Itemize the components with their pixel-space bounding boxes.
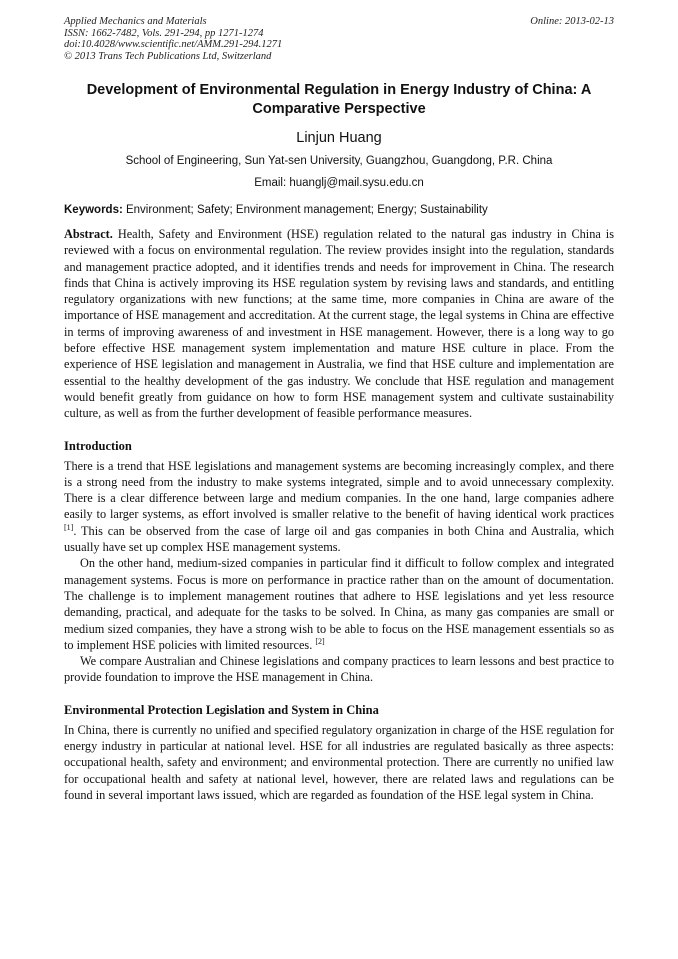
abstract-text: Health, Safety and Environment (HSE) regulation related to the natural gas industry in China is reviewed with a focus on environmental regulation. The review provides insight into the regulation, standards and management practice adopted, and it identifies trends and needs for improvement in China. The research finds that China is actively improving its HSE regulation system by revising laws and standards, and entitling regulatory organizations with new functions; at the same time, more companies in China are aware of the importance of HSE management and accreditation. At the current stage, the legal systems in China are effective in terms of improving awareness of and investment in HSE management. However, there is a long way to go before effective HSE management system implementation and mature HSE culture in place. From the experience of HSE legislation and management in Australia, we find that HSE culture and implementation are essential to the healthy development of the gas industry. We conclude that HSE regulation and management would benefit greatly from guidance on how to form HSE management system and cultivate sustainability culture, as well as from the further development of feasible performance measures.	[64, 227, 614, 421]
intro-p2-text: On the other hand, medium-sized companies in particular find it difficult to follow complex and integrated management systems. Focus is more on performance in practice rather than on the amount of documentation. The challenge is to implement management routines that adhere to HSE legislations and yet less resource demanding, practical, and adequate for the tasks to be solved. In China, as many gas companies are small or medium sized companies, they have a strong wish to be able to focus on the HSE management essentials so as to implement HSE policies with limited resources.	[64, 556, 614, 652]
journal-name: Applied Mechanics and Materials	[64, 16, 207, 27]
citation-1: [1]	[64, 522, 74, 532]
section-2-paragraph-1: In China, there is currently no unified and specified regulatory organization in charge of the HSE regulation for energy industry in particular at national level. HSE for all industries are regulated basically as three aspects: occupational health, safety and environment; and environmental protection. There are currently no unified law for occupational health and safety at national level, however, there are related laws and regulations can be found in several important laws issued, which are regarded as foundation of the HSE legal system in China.	[64, 722, 614, 802]
author-name: Linjun Huang	[296, 130, 382, 146]
abstract	[64, 226, 614, 422]
copyright-line: © 2013 Trans Tech Publications Ltd, Switzerland	[64, 50, 272, 62]
keywords-label: Keywords:	[64, 204, 123, 216]
citation-2: [2]	[315, 636, 325, 646]
online-date: Online: 2013-02-13	[530, 16, 614, 27]
keywords-text: Environment; Safety; Environment management; Energy; Sustainability	[122, 204, 488, 216]
introduction-paragraph-1	[64, 458, 614, 556]
author-affiliation: School of Engineering, Sun Yat-sen University, Guangzhou, Guangdong, P.R. China	[125, 155, 553, 167]
paper-page	[64, 16, 614, 803]
abstract-label: Abstract.	[64, 227, 113, 241]
doi-line: doi:10.4028/www.scientific.net/AMM.291-294.1271	[64, 39, 283, 50]
paper-title: Development of Environmental Regulation in Energy Industry of China: A Comparative Perspective	[86, 82, 592, 117]
journal-header	[64, 16, 614, 62]
intro-p1-text-a: There is a trend that HSE legislations and management systems are becoming increasingly complex, and there is a strong need from the industry to make systems integrated, simple and to avoid unnecessary complexity. There is a clear difference between large and medium companies. In the one hand, large companies adhere easily to larger systems, as effort involved is smaller relative to the benefit of having identical work practices	[64, 458, 614, 522]
issn-line: ISSN: 1662-7482, Vols. 291-294, pp 1271-1274	[64, 27, 264, 39]
author-email: Email: huanglj@mail.sysu.edu.cn	[254, 177, 424, 189]
introduction-paragraph-3: We compare Australian and Chinese legislations and company practices to learn lessons and best practice to provide foundation to improve the HSE management in China.	[64, 654, 614, 685]
introduction-paragraph-2	[64, 555, 614, 653]
keywords	[64, 203, 614, 218]
section-2-heading: Environmental Protection Legislation and System in China	[64, 702, 379, 717]
intro-p1-text-b: . This can be observed from the case of large oil and gas companies in both China and Australia, which usually have set up complex HSE management systems.	[64, 523, 614, 555]
introduction-heading: Introduction	[64, 438, 132, 453]
